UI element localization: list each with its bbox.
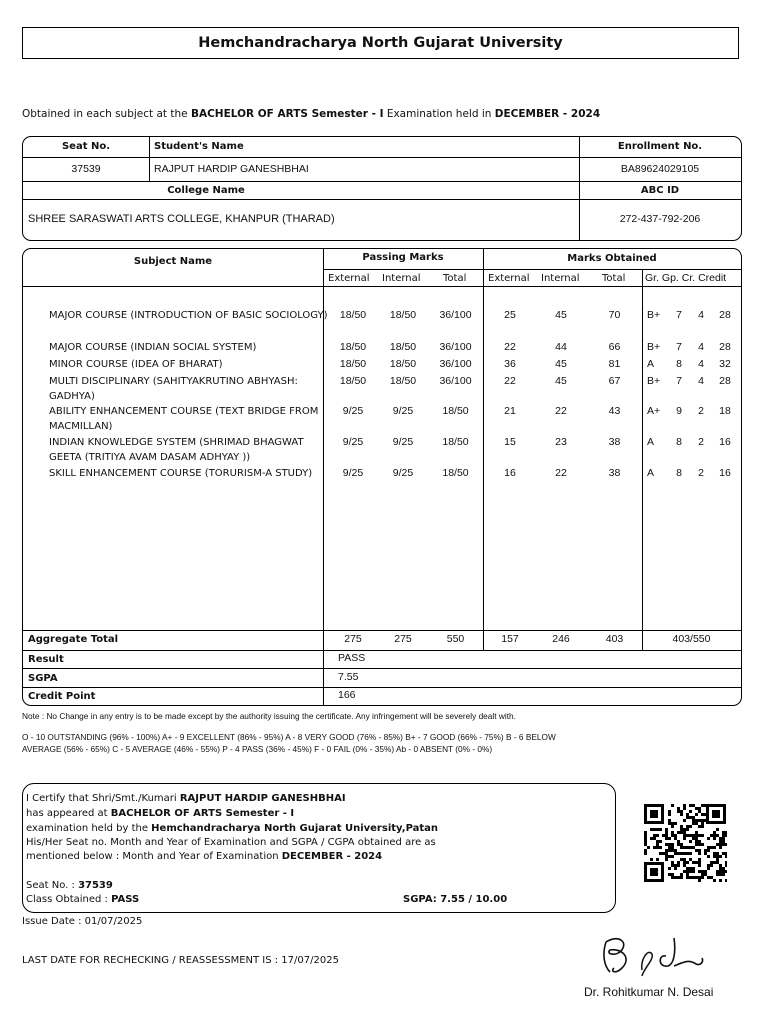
seat-label: Seat No. (61, 141, 111, 152)
credit-hours: 2 (698, 405, 704, 417)
passing-total: 36/100 (439, 358, 472, 370)
passing-internal: 18/50 (389, 358, 417, 370)
certificate-line-4: His/Her Seat no. Month and Year of Examination and SGPA / CGPA obtained are as (26, 837, 436, 848)
grade: B+ (647, 309, 661, 321)
passing-total-header: Total (443, 273, 467, 284)
credit: 28 (719, 341, 731, 353)
obtained-internal: 22 (555, 467, 567, 479)
passing-internal: 9/25 (392, 467, 414, 479)
issue-date: Issue Date : 01/07/2025 (22, 916, 143, 927)
grade-point: 8 (676, 436, 682, 448)
result-value: PASS (338, 652, 366, 664)
passing-external: 9/25 (342, 467, 364, 479)
certificate-held-by: examination held by the (26, 823, 152, 834)
credit-hours: 4 (698, 341, 704, 353)
aggregate-passing-total: 550 (446, 633, 465, 645)
credit: 16 (719, 467, 731, 479)
grade-point: 9 (676, 405, 682, 417)
obtained-total: 70 (608, 309, 621, 321)
grade: B+ (647, 375, 661, 387)
result-label: Result (28, 654, 64, 665)
sgpa-label: SGPA (28, 673, 58, 684)
obtained-total: 43 (608, 405, 621, 417)
aggregate-credit: 403/550 (672, 633, 711, 645)
intro-middle: Examination held in (383, 108, 495, 120)
university-title: Hemchandracharya North Gujarat University (22, 27, 739, 59)
subject-name: SKILL ENHANCEMENT COURSE (TORURISM-A STUDY) (49, 468, 313, 479)
passing-external: 18/50 (339, 341, 367, 353)
grade-scale-line-2: AVERAGE (56% - 65%) C - 5 AVERAGE (46% - 55%) P - 4 PASS (36% - 45%) F - 0 FAIL (0% - 35%) Ab - 0 ABSENT (0% - 0%) (22, 744, 493, 754)
grade: B+ (647, 341, 661, 353)
abc-id: 272-437-792-206 (619, 213, 701, 225)
subject-name: MINOR COURSE (IDEA OF BHARAT) (49, 359, 223, 370)
obtained-external: 22 (504, 375, 516, 387)
aggregate-total: 403 (605, 633, 624, 645)
obtained-internal: 23 (555, 436, 567, 448)
obtained-total-header: Total (602, 273, 626, 284)
passing-total: 36/100 (439, 375, 472, 387)
passing-marks-header: Passing Marks (362, 252, 444, 263)
certificate-appeared: has appeared at (26, 808, 111, 819)
exam-intro (22, 108, 600, 120)
obtained-total: 81 (608, 358, 621, 370)
aggregate-passing-internal: 275 (394, 633, 412, 645)
grade: A+ (647, 405, 661, 417)
marks-obtained-header: Marks Obtained (567, 253, 657, 264)
passing-external: 9/25 (342, 436, 364, 448)
passing-external: 18/50 (339, 375, 367, 387)
passing-total: 18/50 (442, 405, 469, 417)
certificate-university: Hemchandracharya North Gujarat University,Patan (151, 823, 439, 834)
certificate-line-3 (26, 823, 438, 834)
abc-label: ABC ID (640, 185, 680, 196)
obtained-external: 36 (504, 358, 516, 370)
credit: 28 (719, 309, 731, 321)
grade-point: 8 (676, 467, 682, 479)
credit-hours: 4 (698, 358, 704, 370)
obtained-total: 67 (608, 375, 621, 387)
obtained-external: 21 (504, 405, 516, 417)
certificate-class (26, 894, 139, 905)
passing-internal: 18/50 (389, 341, 417, 353)
certificate-line-5 (26, 851, 382, 862)
subject-name: MULTI DISCIPLINARY (SAHITYAKRUTINO ABHYASH: GADHYA) (49, 376, 298, 402)
credit: 16 (719, 436, 731, 448)
credit: 28 (719, 375, 731, 387)
certificate-exam: DECEMBER - 2024 (281, 851, 383, 862)
obtained-external: 16 (504, 467, 516, 479)
passing-internal: 9/25 (392, 405, 414, 417)
certificate-seat-value: 37539 (78, 880, 113, 891)
intro-prefix: Obtained in each subject at the (22, 108, 191, 120)
passing-total: 18/50 (442, 467, 469, 479)
grade: A (647, 436, 655, 448)
passing-total: 36/100 (439, 309, 472, 321)
grade: A (647, 467, 655, 479)
certificate-seat (26, 880, 113, 891)
grade-scale-line-1: O - 10 OUTSTANDING (96% - 100%) A+ - 9 EXCELLENT (86% - 95%) A - 8 VERY GOOD (76% - 85%) B+ - 7 GOOD (66% - 75%) B - 6 BELOW (22, 732, 556, 742)
passing-total: 36/100 (439, 341, 472, 353)
obtained-external: 15 (504, 436, 516, 448)
obtained-internal: 44 (555, 341, 567, 353)
obtained-internal: 45 (555, 309, 567, 321)
intro-exam: DECEMBER - 2024 (494, 108, 601, 120)
subject-name: MAJOR COURSE (INDIAN SOCIAL SYSTEM) (49, 342, 257, 353)
credit: 18 (719, 405, 731, 417)
obtained-internal: 45 (555, 358, 567, 370)
passing-external-header: External (328, 273, 370, 284)
certificate-student-name: RAJPUT HARDIP GANESHBHAI (179, 793, 346, 804)
credit-hours: 2 (698, 467, 704, 479)
student-name-label: Student's Name (154, 141, 244, 152)
signatory-name: Dr. Rohitkumar N. Desai (584, 985, 714, 999)
subject-name: ABILITY ENHANCEMENT COURSE (TEXT BRIDGE FROM MACMILLAN) (49, 406, 319, 432)
passing-external: 18/50 (339, 309, 367, 321)
subject-name: MAJOR COURSE (INTRODUCTION OF BASIC SOCIOLOGY) (49, 310, 328, 321)
subject-name-header: Subject Name (133, 256, 213, 267)
passing-internal-header: Internal (382, 273, 421, 284)
college-label: College Name (167, 185, 245, 196)
obtained-total: 66 (608, 341, 621, 353)
subject-name: INDIAN KNOWLEDGE SYSTEM (SHRIMAD BHAGWAT GEETA (TRITIYA AVAM DASAM ADHYAY )) (49, 437, 304, 463)
obtained-external: 22 (504, 341, 516, 353)
college-name: SHREE SARASWATI ARTS COLLEGE, KHANPUR (THARAD) (28, 213, 335, 225)
credit-hours: 2 (698, 436, 704, 448)
obtained-external-header: External (488, 273, 530, 284)
credit-hours: 4 (698, 375, 704, 387)
aggregate-external: 157 (501, 633, 519, 645)
grade-point: 7 (676, 375, 682, 387)
enrollment-number: BA89624029105 (620, 163, 700, 175)
certificate-prefix: I Certify that Shri/Smt./Kumari (26, 793, 180, 804)
certificate-program: BACHELOR OF ARTS Semester - I (110, 808, 295, 819)
credit-hours: 4 (698, 309, 704, 321)
passing-internal: 9/25 (392, 436, 414, 448)
student-info-box (22, 136, 742, 241)
aggregate-passing-external: 275 (344, 633, 362, 645)
obtained-total: 38 (608, 436, 621, 448)
marks-table (22, 248, 742, 706)
signature-icon (596, 928, 708, 980)
qr-code-icon (643, 803, 727, 883)
credit-point-value: 166 (338, 689, 356, 701)
grade-point: 8 (676, 358, 682, 370)
obtained-total: 38 (608, 467, 621, 479)
certificate-sgpa: SGPA: 7.55 / 10.00 (403, 894, 508, 905)
grade-columns-header: Gr. Gp. Cr. Credit (645, 272, 727, 284)
aggregate-label: Aggregate Total (28, 634, 119, 645)
enrollment-label: Enrollment No. (617, 141, 703, 152)
obtained-internal-header: Internal (541, 273, 580, 284)
credit: 32 (719, 358, 731, 370)
passing-total: 18/50 (442, 436, 469, 448)
certificate-line-2 (26, 808, 294, 819)
sgpa-value: 7.55 (338, 671, 359, 683)
obtained-external: 25 (504, 309, 516, 321)
certificate-seat-label: Seat No. : (26, 880, 79, 891)
intro-program: BACHELOR OF ARTS Semester - I (190, 108, 384, 120)
passing-external: 18/50 (339, 358, 367, 370)
certificate-class-value: PASS (111, 894, 140, 905)
last-date-rechecking: LAST DATE FOR RECHECKING / REASSESSMENT IS : 17/07/2025 (22, 955, 339, 966)
certificate-class-label: Class Obtained : (26, 894, 112, 905)
student-name: RAJPUT HARDIP GANESHBHAI (154, 163, 309, 175)
certificate-month-year-label: mentioned below : Month and Year of Examination (26, 851, 282, 862)
grade: A (647, 358, 655, 370)
passing-external: 9/25 (342, 405, 364, 417)
grade-point: 7 (676, 309, 682, 321)
certificate-line-1 (26, 793, 346, 804)
passing-internal: 18/50 (389, 375, 417, 387)
obtained-internal: 22 (555, 405, 567, 417)
aggregate-internal: 246 (552, 633, 570, 645)
obtained-internal: 45 (555, 375, 567, 387)
grade-point: 7 (676, 341, 682, 353)
seat-number: 37539 (71, 163, 101, 175)
credit-point-label: Credit Point (28, 691, 96, 702)
note-text: Note : No Change in any entry is to be made except by the authority issuing the certificate. Any infringement will be severely dealt with. (22, 711, 516, 721)
passing-internal: 18/50 (389, 309, 417, 321)
